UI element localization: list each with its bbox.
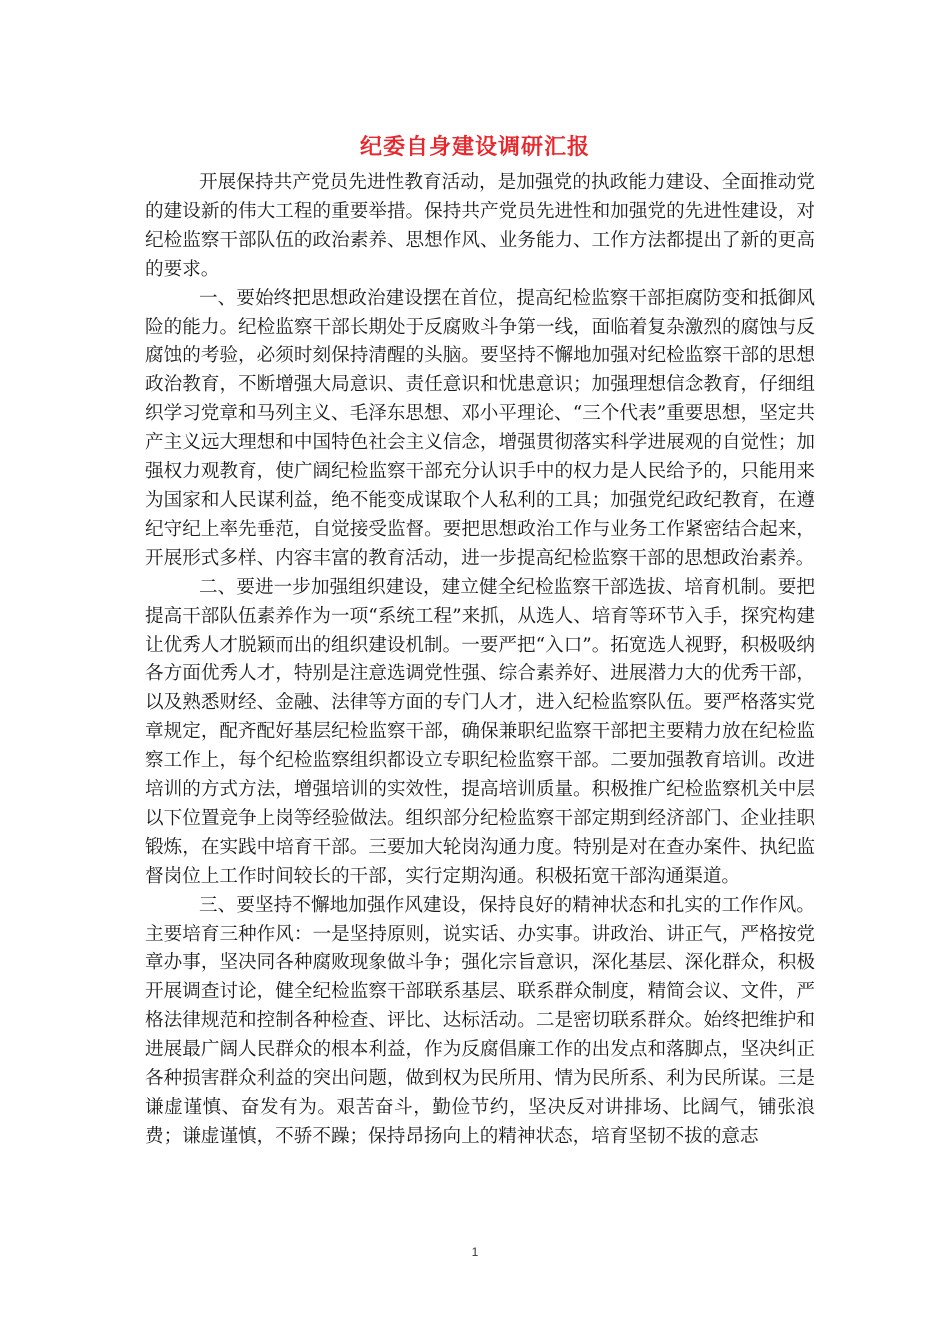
paragraph-section-1: 一、要始终把思想政治建设摆在首位，提高纪检监察干部拒腐防变和抵御风险的能力。纪检监察干部长期处于反腐败斗争第一线，面临着复杂激烈的腐蚀与反腐蚀的考验，必须时刻保持清醒的头脑。要坚持不懈地加强对纪检监察干部的思想政治教育，不断增强大局意识、责任意识和忧患意识；加强理想信念教育，仔细组织学习党章和马列主义、毛泽东思想、邓小平理论、“三个代表”重要思想，坚定共产主义远大理想和中国特色社会主义信念，增强贯彻落实科学进展观的自觉性；加强权力观教育，使广阔纪检监察干部充分认识手中的权力是人民给予的，只能用来为国家和人民谋利益，绝不能变成谋取个人私利的工具；加强党纪政纪教育，在遵纪守纪上率先垂范，自觉接受监督。要把思想政治工作与业务工作紧密结合起来，开展形式多样、内容丰富的教育活动，进一步提高纪检监察干部的思想政治素养。 <box>145 287 815 569</box>
page-number: 1 <box>471 1245 479 1259</box>
paragraph-intro: 开展保持共产党员先进性教育活动，是加强党的执政能力建设、全面推动党的建设新的伟大工程的重要举措。保持共产党员先进性和加强党的先进性建设，对纪检监察干部队伍的政治素养、思想作风、业务能力、工作方法都提出了新的更高的要求。 <box>145 172 815 280</box>
document-body <box>145 169 815 1152</box>
document-title: 纪委自身建设调研汇报 <box>359 135 590 160</box>
paragraph-section-2: 二、要进一步加强组织建设，建立健全纪检监察干部选拔、培育机制。要把提高干部队伍素养作为一项“系统工程”来抓，从选人、培育等环节入手，探究构建让优秀人才脱颖而出的组织建设机制。一要严把“入口”。拓宽选人视野，积极吸纳各方面优秀人才，特别是注意选调党性强、综合素养好、进展潜力大的优秀干部，以及熟悉财经、金融、法律等方面的专门人才，进入纪检监察队伍。要严格落实党章规定，配齐配好基层纪检监察干部，确保兼职纪监察干部把主要精力放在纪检监察工作上，每个纪检监察组织都设立专职纪检监察干部。二要加强教育培训。改进培训的方式方法，增强培训的实效性，提高培训质量。积极推广纪检监察机关中层以下位置竞争上岗等经验做法。组织部分纪检监察干部定期到经济部门、企业挂职锻炼，在实践中培育干部。三要加大轮岗沟通力度。特别是对在查办案件、执纪监督岗位上工作时间较长的干部，实行定期沟通。积极拓宽干部沟通渠道。 <box>145 576 815 887</box>
paragraph-section-3: 三、要坚持不懈地加强作风建设，保持良好的精神状态和扎实的工作作风。主要培育三种作风：一是坚持原则，说实话、办实事。讲政治、讲正气，严格按党章办事，坚决同各种腐败现象做斗争；强化宗旨意识，深化基层、深化群众，积极开展调查讨论，健全纪检监察干部联系基层、联系群众制度，精简会议、文件，严格法律规范和控制各种检查、评比、达标活动。二是密切联系群众。始终把维护和进展最广阔人民群众的根本利益，作为反腐倡廉工作的出发点和落脚点，坚决纠正各种损害群众利益的突出问题，做到权为民所用、情为民所系、利为民所谋。三是谦虚谨慎、奋发有为。艰苦奋斗，勤俭节约，坚决反对讲排场、比阔气，铺张浪费；谦虚谨慎，不骄不躁；保持昂扬向上的精神状态，培育坚韧不拔的意志 <box>145 894 815 1147</box>
